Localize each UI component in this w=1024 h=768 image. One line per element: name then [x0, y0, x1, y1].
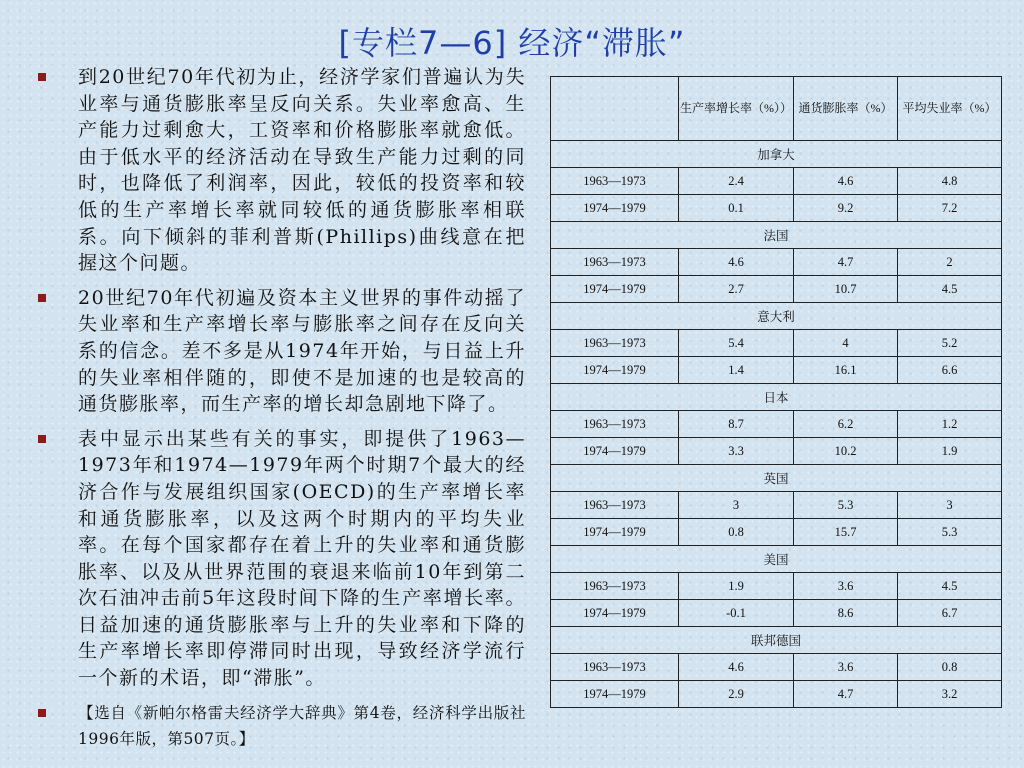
period-cell: 1963—1973 [551, 330, 679, 357]
period-cell: 1963—1973 [551, 573, 679, 600]
unemployment-cell: 1.9 [898, 438, 1002, 465]
data-table-container [550, 76, 1001, 708]
header-unemployment: 平均失业率（%） [898, 77, 1002, 141]
unemployment-cell: 1.2 [898, 411, 1002, 438]
square-bullet-icon [38, 294, 46, 302]
bullet-text: 表中显示出某些有关的事实，即提供了1963—1973年和1974—1979年两个时期7个最大的经济合作与发展组织国家(OECD)的生产率增长率和通货膨胀率，以及这两个时期内的平均失业率。在每个国家都存在着上升的失业率和通货膨胀率、以及从世界范围的衰退来临前10年到第二次石油冲击前5年这段时间下降的生产率增长率。日益加速的通货膨胀率与上升的失业率和下降的生产率增长率即停滞同时出现，导致经济学流行一个新的术语，即“滞胀”。 [78, 427, 526, 690]
bullet-item [36, 64, 526, 277]
square-bullet-icon [38, 435, 46, 443]
productivity-cell: 2.9 [679, 681, 794, 708]
country-row [551, 384, 1002, 411]
period-cell: 1974—1979 [551, 357, 679, 384]
inflation-cell: 3.6 [794, 573, 898, 600]
inflation-cell: 4.7 [794, 249, 898, 276]
productivity-cell: 4.6 [679, 654, 794, 681]
slide-title: [专栏7—6] 经济“滞胀” [338, 24, 686, 62]
inflation-cell: 8.6 [794, 600, 898, 627]
country-row [551, 303, 1002, 330]
unemployment-cell: 3.2 [898, 681, 1002, 708]
unemployment-cell: 0.8 [898, 654, 1002, 681]
period-cell: 1974—1979 [551, 195, 679, 222]
unemployment-cell: 6.6 [898, 357, 1002, 384]
country-name: 法国 [551, 222, 1002, 249]
productivity-cell: 5.4 [679, 330, 794, 357]
inflation-cell: 9.2 [794, 195, 898, 222]
table-row [551, 276, 1002, 303]
unemployment-cell: 4.5 [898, 573, 1002, 600]
table-header-row [551, 77, 1002, 141]
productivity-cell: 1.9 [679, 573, 794, 600]
square-bullet-icon [38, 709, 46, 717]
productivity-cell: 2.7 [679, 276, 794, 303]
country-row [551, 465, 1002, 492]
inflation-cell: 10.2 [794, 438, 898, 465]
stagflation-table [550, 76, 1002, 708]
citation-text: 【选自《新帕尔格雷夫经济学大辞典》第4卷，经济科学出版社1996年版，第507页。】 [78, 703, 526, 748]
country-name: 联邦德国 [551, 627, 1002, 654]
period-cell: 1963—1973 [551, 654, 679, 681]
table-row [551, 249, 1002, 276]
productivity-cell: 3.3 [679, 438, 794, 465]
table-row [551, 438, 1002, 465]
productivity-cell: 2.4 [679, 168, 794, 195]
bullet-list [36, 64, 526, 760]
period-cell: 1974—1979 [551, 276, 679, 303]
table-row [551, 330, 1002, 357]
country-name: 英国 [551, 465, 1002, 492]
table-row [551, 573, 1002, 600]
productivity-cell: 0.1 [679, 195, 794, 222]
unemployment-cell: 6.7 [898, 600, 1002, 627]
table-body [551, 141, 1002, 708]
productivity-cell: 3 [679, 492, 794, 519]
productivity-cell: 4.6 [679, 249, 794, 276]
bullet-text: 20世纪70年代初遍及资本主义世界的事件动摇了失业率和生产率增长率与膨胀率之间存在反向关系的信念。差不多是从1974年开始，与日益上升的失业率相伴随的，即使不是加速的也是较高的通货膨胀率，而生产率的增长却急剧地下降了。 [78, 286, 526, 416]
country-row [551, 141, 1002, 168]
unemployment-cell: 5.3 [898, 519, 1002, 546]
inflation-cell: 5.3 [794, 492, 898, 519]
unemployment-cell: 3 [898, 492, 1002, 519]
unemployment-cell: 5.2 [898, 330, 1002, 357]
period-cell: 1963—1973 [551, 411, 679, 438]
period-cell: 1963—1973 [551, 168, 679, 195]
inflation-cell: 16.1 [794, 357, 898, 384]
country-row [551, 627, 1002, 654]
country-name: 意大利 [551, 303, 1002, 330]
unemployment-cell: 4.5 [898, 276, 1002, 303]
country-name: 美国 [551, 546, 1002, 573]
productivity-cell: -0.1 [679, 600, 794, 627]
inflation-cell: 6.2 [794, 411, 898, 438]
bullet-text: 到20世纪70年代初为止，经济学家们普遍认为失业率与通货膨胀率呈反向关系。失业率愈高、生产能力过剩愈大，工资率和价格膨胀率就愈低。由于低水平的经济活动在导致生产能力过剩的同时，也降低了利润率，因此，较低的投资率和较低的生产率增长率就同较低的通货膨胀率相联系。向下倾斜的菲利普斯(Phillips)曲线意在把握这个问题。 [78, 66, 526, 275]
table-row [551, 519, 1002, 546]
country-row [551, 222, 1002, 249]
bullet-item [36, 426, 526, 692]
bullet-item [36, 700, 526, 752]
header-period [551, 77, 679, 141]
inflation-cell: 4 [794, 330, 898, 357]
productivity-cell: 8.7 [679, 411, 794, 438]
table-row [551, 681, 1002, 708]
table-row [551, 168, 1002, 195]
table-row [551, 411, 1002, 438]
unemployment-cell: 7.2 [898, 195, 1002, 222]
period-cell: 1974—1979 [551, 600, 679, 627]
table-row [551, 357, 1002, 384]
inflation-cell: 4.7 [794, 681, 898, 708]
unemployment-cell: 2 [898, 249, 1002, 276]
inflation-cell: 3.6 [794, 654, 898, 681]
period-cell: 1974—1979 [551, 681, 679, 708]
country-row [551, 546, 1002, 573]
inflation-cell: 15.7 [794, 519, 898, 546]
inflation-cell: 4.6 [794, 168, 898, 195]
table-row [551, 600, 1002, 627]
period-cell: 1974—1979 [551, 438, 679, 465]
productivity-cell: 0.8 [679, 519, 794, 546]
table-row [551, 492, 1002, 519]
period-cell: 1963—1973 [551, 249, 679, 276]
header-productivity: 生产率增长率（%）） [679, 77, 794, 141]
period-cell: 1963—1973 [551, 492, 679, 519]
unemployment-cell: 4.8 [898, 168, 1002, 195]
table-row [551, 654, 1002, 681]
square-bullet-icon [38, 73, 46, 81]
inflation-cell: 10.7 [794, 276, 898, 303]
productivity-cell: 1.4 [679, 357, 794, 384]
country-name: 加拿大 [551, 141, 1002, 168]
header-inflation: 通货膨胀率（%） [794, 77, 898, 141]
bullet-item [36, 285, 526, 418]
country-name: 日本 [551, 384, 1002, 411]
period-cell: 1974—1979 [551, 519, 679, 546]
table-row [551, 195, 1002, 222]
